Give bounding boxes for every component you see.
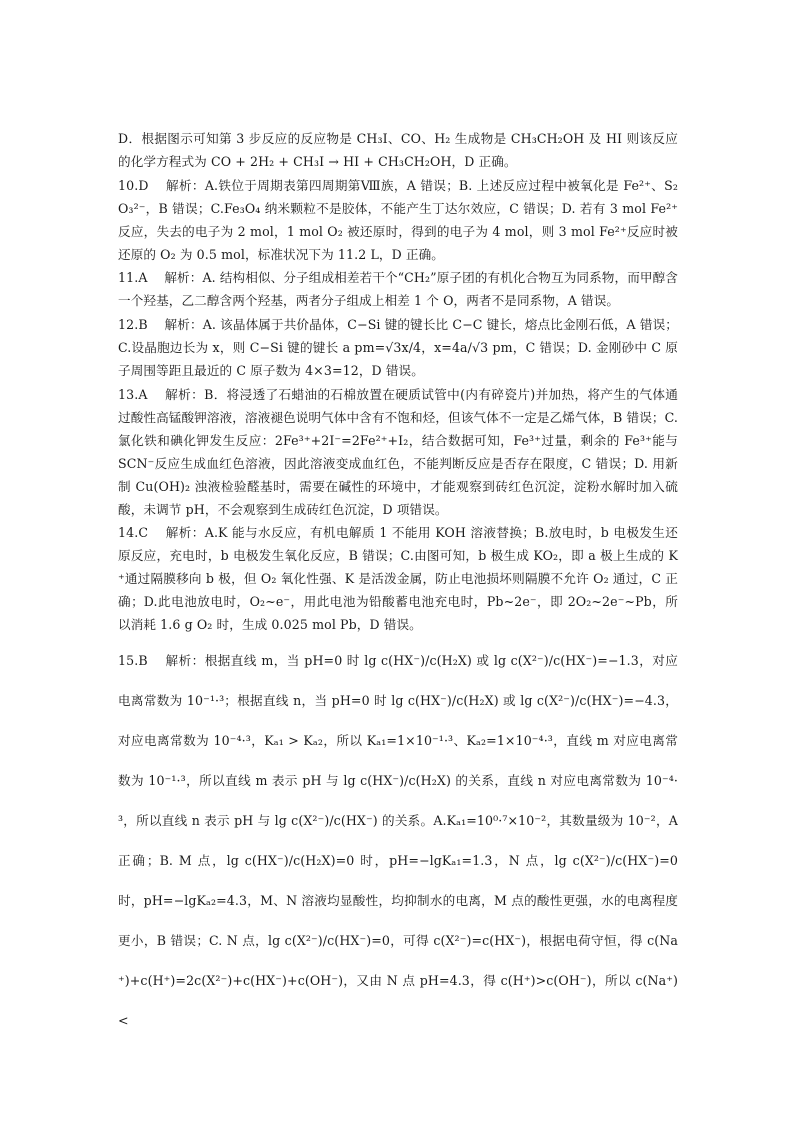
answer-10: 10.D 解析：A.铁位于周期表第四周期第Ⅷ族，A 错误；B. 上述反应过程中被氧化是 Fe²⁺、S₂O₃²⁻，B 错误；C.Fe₃O₄ 纳米颗粒不是胶体，不能产生丁达尔效应，C 错误；D. 若有 3 mol Fe²⁺反应，失去的电子为 2 mol，1 mol O₂ 被还原时，得到的电子为 4 mol，则 3 mol Fe²⁺反应时被还原的 O₂ 为 0.5 mol，标准状况下为 11.2 L，D 正确。 bbox=[118, 177, 678, 262]
answer-11: 11.A 解析：A. 结构相似、分子组成相差若干个“CH₂”原子团的有机化合物互为同系物，而甲醇含一个羟基，乙二醇含两个羟基，两者分子组成上相差 1 个 O，两者不是同系物，A 错误。 bbox=[118, 270, 678, 309]
document-page bbox=[118, 128, 678, 1041]
answer-9-option-d: D．根据图示可知第 3 步反应的反应物是 CH₃I、CO、H₂ 生成物是 CH₃CH₂OH 及 HI 则该反应的化学方程式为 CO + 2H₂ + CH₃I → HI + CH₃CH₂OH，D 正确。 bbox=[118, 131, 678, 169]
answer-12: 12.B 解析：A. 该晶体属于共价晶体，C−Si 键的键长比 C−C 键长，熔点比金刚石低，A 错误；C.设晶胞边长为 x，则 C−Si 键的键长 a pm=√3x/4，x=4a/√3 pm，C 错误；D. 金刚砂中 C 原子周围等距且最近的 C 原子数为 4×3=12，D 错误。 bbox=[118, 317, 678, 379]
answer-13: 13.A 解析：B．将浸透了石蜡油的石棉放置在硬质试管中(内有碎瓷片)并加热，将产生的气体通过酸性高锰酸钾溶液，溶液褪色说明气体中含有不饱和烃，但该气体不一定是乙烯气体，B 错误；C.氯化铁和碘化钾发生反应：2Fe³⁺+2I⁻=2Fe²⁺+I₂，结合数据可知，Fe³⁺过量，剩余的 Fe³⁺能与 SCN⁻反应生成血红色溶液，因此溶液变成血红色，不能判断反应是否存在限度，C 错误；D. 用新制 Cu(OH)₂ 浊液检验醛基时，需要在碱性的环境中，才能观察到砖红色沉淀，淀粉水解时加入硫酸，未调节 pH，不会观察到生成砖红色沉淀，D 项错误。 bbox=[118, 386, 678, 517]
answer-14: 14.C 解析：A.K 能与水反应，有机电解质 1 不能用 KOH 溶液替换；B.放电时，b 电极发生还原反应，充电时，b 电极发生氧化反应，B 错误；C.由图可知，b 极生成 KO₂，即 a 极上生成的 K⁺通过隔膜移向 b 极，但 O₂ 氧化性强、K 是活泼金属，防止电池损坏则隔膜不允许 O₂ 通过，C 正确；D.此电池放电时，O₂~e⁻，用此电池为铅酸蓄电池充电时，Pb~2e⁻，即 2O₂~2e⁻~Pb，所以消耗 1.6 g O₂ 时，生成 0.025 mol Pb，D 错误。 bbox=[118, 525, 678, 633]
answer-15: 15.B 解析：根据直线 m，当 pH=0 时 lg c(HX⁻)/c(H₂X) 或 lg c(X²⁻)/c(HX⁻)=−1.3，对应电离常数为 10⁻¹·³；根据直线 n，当 pH=0 时 lg c(HX⁻)/c(H₂X) 或 lg c(X²⁻)/c(HX⁻)=−4.3，对应电离常数为 10⁻⁴·³，Kₐ₁ > Kₐ₂，所以 Kₐ₁=1×10⁻¹·³、Kₐ₂=1×10⁻⁴·³，直线 m 对应电离常数为 10⁻¹·³，所以直线 m 表示 pH 与 lg c(HX⁻)/c(H₂X) 的关系，直线 n 对应电离常数为 10⁻⁴·³，所以直线 n 表示 pH 与 lg c(X²⁻)/c(HX⁻) 的关系。A.Kₐ₁=10⁰·⁷×10⁻²，其数量级为 10⁻²，A 正确；B. M 点，lg c(HX⁻)/c(H₂X)=0 时，pH=−lgKₐ₁=1.3，N 点，lg c(X²⁻)/c(HX⁻)=0 时，pH=−lgKₐ₂=4.3，M、N 溶液均显酸性，均抑制水的电离，M 点的酸性更强，水的电离程度更小，B 错误；C. N 点，lg c(X²⁻)/c(HX⁻)=0，可得 c(X²⁻)=c(HX⁻)，根据电荷守恒，得 c(Na⁺)+c(H⁺)=2c(X²⁻)+c(HX⁻)+c(OH⁻)，又由 N 点 pH=4.3，得 c(H⁺)>c(OH⁻)，所以 c(Na⁺) < bbox=[118, 652, 678, 1028]
